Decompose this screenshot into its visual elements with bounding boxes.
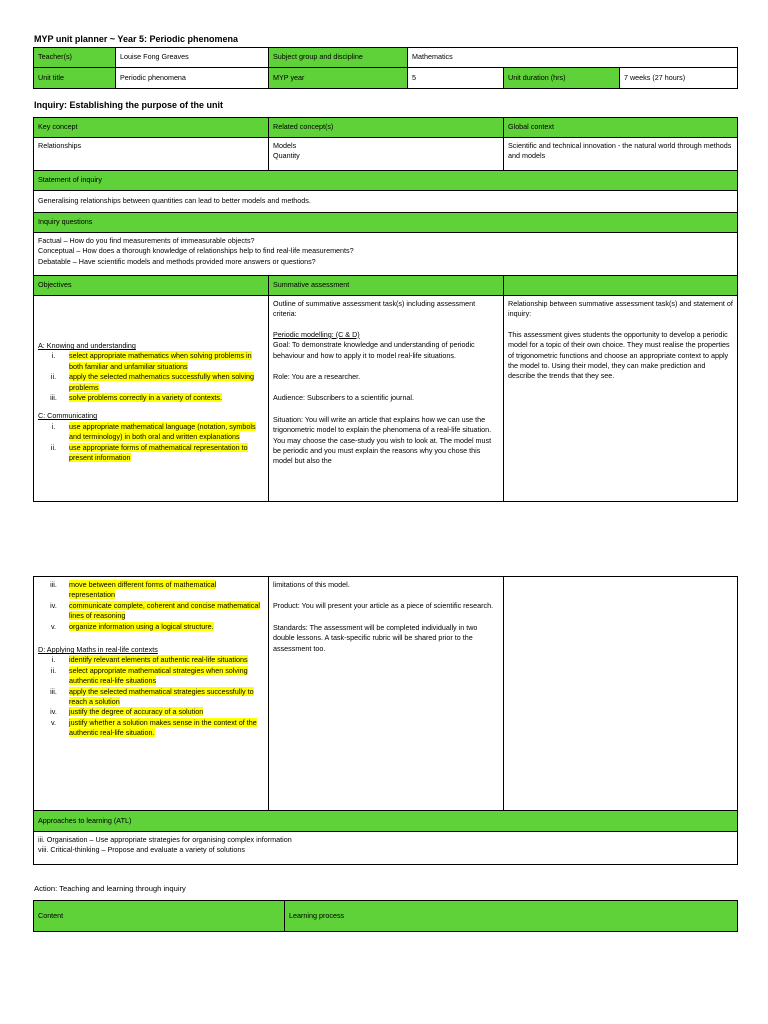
summative-label: Summative assessment xyxy=(269,276,504,296)
list-item: i. select appropriate mathematics when solving problems in both familiar and unfamiliar situations xyxy=(51,351,252,371)
list-item: iii. move between different forms of mathematical representation xyxy=(50,580,217,600)
objective-c-heading: C: Communicating xyxy=(38,411,98,421)
task-product: Product: You will present your article as a piece of scientific research. xyxy=(273,601,494,611)
unit-title-value: Periodic phenomena xyxy=(116,68,269,89)
task-title: Periodic modelling: (C & D) xyxy=(273,329,360,339)
continuation-table xyxy=(33,576,738,865)
list-item: iv. communicate complete, coherent and concise mathematical lines of reasoning xyxy=(50,600,260,621)
list-item: ii. apply the selected mathematics successfully when solving problems xyxy=(50,372,254,392)
related-concept-quantity: Quantity xyxy=(273,151,300,161)
factual-question: Factual – How do you find measurements of immeasurable objects? xyxy=(38,236,255,245)
atl-label: Approaches to learning (ATL) xyxy=(34,811,738,832)
inquiry-table xyxy=(33,117,738,502)
relationship-cont-cell xyxy=(504,577,738,811)
objective-d-heading: D: Applying Maths in real-life contexts xyxy=(38,645,158,655)
myp-year-value: 5 xyxy=(408,68,504,89)
inquiry-questions xyxy=(34,233,738,276)
list-item: ii. select appropriate mathematical strategies when solving authentic real-life situations xyxy=(50,665,248,686)
summative-cell xyxy=(269,296,504,502)
objective-c-list xyxy=(38,422,264,464)
key-concept-value: Relationships xyxy=(34,138,269,171)
subject-label: Subject group and discipline xyxy=(269,48,408,68)
page-title: MYP unit planner ~ Year 5: Periodic phenomena xyxy=(34,34,238,44)
unit-title-label: Unit title xyxy=(34,68,116,89)
atl-organisation: iii. Organisation – Use appropriate strategies for organising complex information xyxy=(38,835,292,844)
duration-value: 7 weeks (27 hours) xyxy=(620,68,738,89)
objective-c-list-cont xyxy=(38,580,264,632)
objective-a-list xyxy=(38,351,264,403)
objectives-cell xyxy=(34,296,269,502)
objective-d-list xyxy=(38,655,264,738)
list-item: iii. solve problems correctly in a variety of contexts. xyxy=(50,393,222,403)
action-heading: Action: Teaching and learning through inquiry xyxy=(34,884,186,893)
atl-critical-thinking: viii. Critical-thinking – Propose and evaluate a variety of solutions xyxy=(38,845,245,855)
duration-label: Unit duration (hrs) xyxy=(504,68,620,89)
objectives-label: Objectives xyxy=(34,276,269,296)
list-item: i. use appropriate mathematical language (notation, symbols and terminology) in both oral and written explanations xyxy=(51,421,256,442)
task-situation: Situation: You will write an article that explains how we can use the trigonometric model to explain the phenomena of a real-life situation. You may choose the case-study you wish to look at. The model must be periodic and you must explain the reasons why you chose this model but also the xyxy=(273,414,492,466)
related-concepts-label: Related concept(s) xyxy=(269,118,504,138)
relationship-cell xyxy=(504,296,738,502)
action-table xyxy=(33,900,738,932)
atl-cell xyxy=(34,832,738,865)
list-item: v. justify whether a solution makes sense in the context of the authentic real-life situation. xyxy=(50,717,257,738)
learning-process-label: Learning process xyxy=(285,901,738,932)
task-audience: Audience: Subscribers to a scientific journal. xyxy=(273,393,415,403)
overview-table xyxy=(33,47,738,89)
teacher-label: Teacher(s) xyxy=(34,48,116,68)
related-concepts-value xyxy=(269,138,504,171)
list-item: ii. use appropriate forms of mathematical representation to present information xyxy=(50,442,248,463)
task-situation-cont: limitations of this model. xyxy=(273,580,350,589)
global-context-label: Global context xyxy=(504,118,738,138)
inquiry-heading: Inquiry: Establishing the purpose of the unit xyxy=(34,100,223,110)
objectives-cont-cell xyxy=(34,577,269,811)
teacher-value: Louise Fong Greaves xyxy=(116,48,269,68)
relationship-text: This assessment gives students the opportunity to develop a periodic model for a topic of their own choice. They must realise the properties of trigonometric functions and choose an appropriate context to apply the model to. Using their model, they can make prediction and describe the trends that they see. xyxy=(508,329,730,381)
content-label: Content xyxy=(34,901,285,932)
debatable-question: Debatable – Have scientific models and methods provided more answers or questions? xyxy=(38,256,316,266)
empty-header xyxy=(504,276,738,296)
list-item: v. organize information using a logical structure. xyxy=(50,621,214,631)
subject-value: Mathematics xyxy=(408,48,738,68)
statement-label: Statement of inquiry xyxy=(34,171,738,191)
questions-label: Inquiry questions xyxy=(34,213,738,233)
relationship-heading: Relationship between summative assessment task(s) and statement of inquiry: xyxy=(508,299,733,319)
conceptual-question: Conceptual – How does a thorough knowledge of relationships help to find real-life measurements? xyxy=(38,246,354,256)
myp-year-label: MYP year xyxy=(269,68,408,89)
task-role: Role: You are a researcher. xyxy=(273,372,361,382)
global-context-value: Scientific and technical innovation - the natural world through methods and models xyxy=(504,138,738,171)
statement-value: Generalising relationships between quantities can lead to better models and methods. xyxy=(34,191,738,213)
key-concept-label: Key concept xyxy=(34,118,269,138)
list-item: iv. justify the degree of accuracy of a solution xyxy=(50,707,204,717)
list-item: i. identify relevant elements of authentic real-life situations xyxy=(51,655,248,665)
list-item: iii. apply the selected mathematical strategies successfully to reach a solution xyxy=(50,686,254,707)
outline-heading: Outline of summative assessment task(s) including assessment criteria: xyxy=(273,299,476,319)
related-concept-models: Models xyxy=(273,141,297,150)
task-standards: Standards: The assessment will be completed individually in two double lessons. A task-specific rubric will be shared prior to the assessment too. xyxy=(273,622,478,653)
task-goal: Goal: To demonstrate knowledge and understanding of periodic behaviour and how to apply it to model real-life situations. xyxy=(273,340,475,360)
summative-cont-cell xyxy=(269,577,504,811)
objective-a-heading: A: Knowing and understanding xyxy=(38,341,136,350)
